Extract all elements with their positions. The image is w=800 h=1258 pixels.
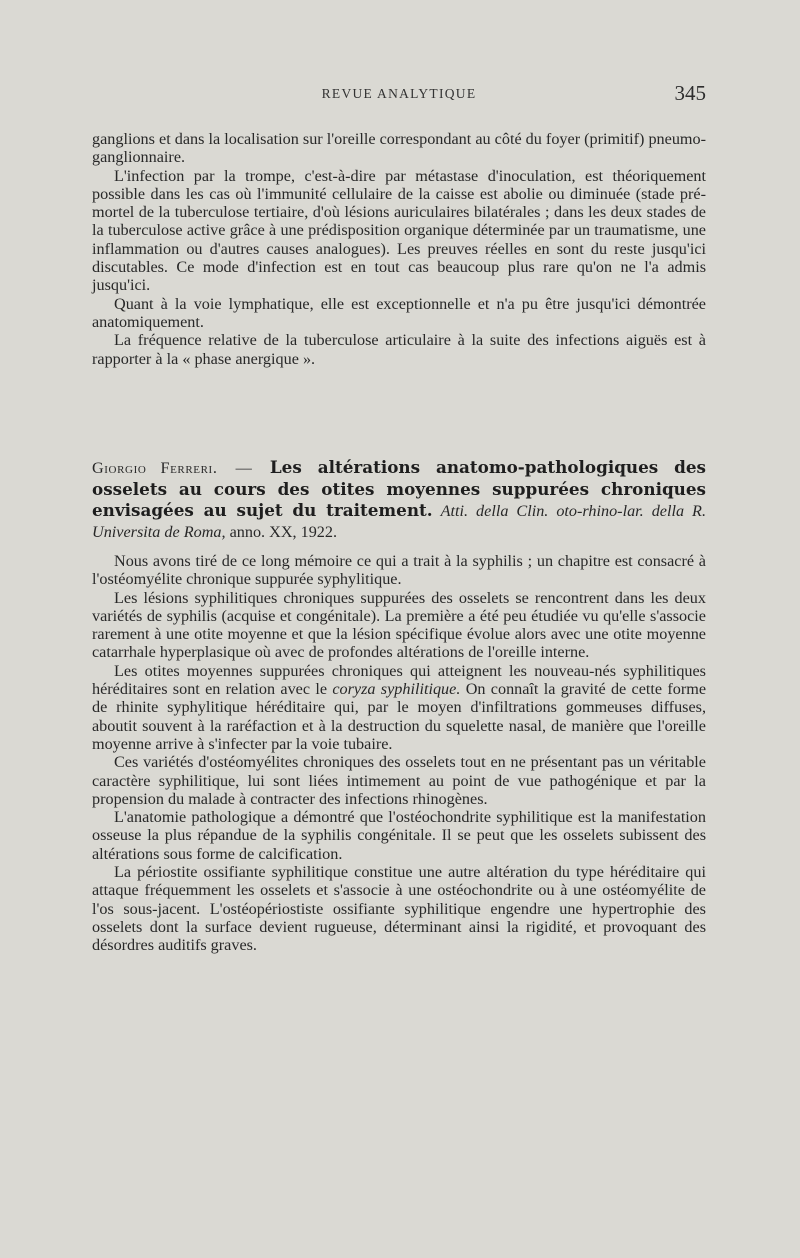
page-number: 345 [674, 81, 706, 105]
coryza-term: coryza syphilitique. [332, 680, 461, 699]
paragraph-articular-frequency: La fréquence relative de la tuberculose articulaire à la suite des infections aiguës est à rapporter à la « phase anergique ». [92, 331, 706, 368]
paragraph-lymphatic-route: Quant à la voie lymphatique, elle est exceptionnelle et n'a pu être jusqu'ici démontrée anatomiquement. [92, 294, 706, 331]
author-last-name: Ferreri. [160, 459, 218, 477]
heading-dash: — [235, 459, 252, 477]
paragraph-periostitis: La périostite ossifiante syphilitique constitue une autre altération du type héréditaire qui attaque fréquemment les osselets et s'associe à une ostéochondrite ou à une ostéomyélite de l'os sous-jacent. L'ostéopériostiste ossifiante syphilitique engendre une hypertrophie des osselets dont la surface devient rugueuse, déterminant ainsi la rigidité, et provoquant des désordres auditifs graves. [92, 863, 706, 955]
running-title: REVUE ANALYTIQUE [321, 86, 477, 101]
paragraph-tubal-infection: L'infection par la trompe, c'est-à-dire par métastase d'inoculation, est théoriquement possible dans les cas où l'immunité cellulaire de la caisse est abolie ou diminuée (stade pré-mortel de la tuberculose tertiaire, d'où lésions auriculaires bilatérales ; dans les deux stades de la tuberculose active grâce à une prédisposition organique déterminée par un traumatisme, une inflammation ou d'autres causes analogues). Les preuves réelles en sont du reste jusqu'ici discutables. Ce mode d'infection est en tout cas beaucoup plus rare qu'on ne l'a admis jusqu'ici. [92, 166, 706, 295]
running-head [92, 80, 706, 106]
article-heading [92, 457, 706, 542]
paragraph-osteomyelitis: Ces variétés d'ostéomyélites chroniques des osselets tout en ne présentant pas un véritable caractère syphilitique, lui sont liées intimement au point de vue pathogénique et par la propension du malade à contracter des infections rhinogènes. [92, 753, 706, 808]
paragraph-syphilitic-lesions: Les lésions syphilitiques chroniques suppurées des osselets se rencontrent dans les deux variétés de syphilis (acquise et congénitale). La première a été peu étudiée vu qu'elle s'associe rarement à une otite moyenne et que la lésion spécifique évolue alors avec une otite moyenne catarrhale hyperplasique où avec de profondes altérations de l'oreille interne. [92, 588, 706, 662]
author-first-name: Giorgio [92, 459, 147, 477]
section-tuberculosis-continuation [92, 130, 706, 368]
journal-volume: anno. XX, 1922. [229, 522, 338, 541]
section-article-body [92, 552, 706, 955]
article-title: Les altérations anatomo-pathologiques des osselets au cours des otites moyennes suppurées chroniques envisagées au sujet du traitement. [92, 457, 707, 520]
paragraph-continuation: ganglions et dans la localisation sur l'oreille correspondant au côté du foyer (primitif) pneumo-ganglionnaire. [92, 130, 706, 167]
paragraph-newborn-text-end: On connaît la gravité de cette forme de rhinite syphylitique héréditaire qui, par le moyen d'infiltrations gommeuses diffuses, aboutit souvent à la raréfaction et à la destruction du squelette nasal, de manière que l'oreille moyenne arrive à s'infecter par la voie tubaire. [92, 680, 707, 753]
paragraph-pathological-anatomy: L'anatomie pathologique a démontré que l'ostéochondrite syphilitique est la manifestation osseuse la plus répandue de la syphilis congénitale. Il se peut que les osselets subissent des altérations sous forme de calcification. [92, 808, 706, 863]
paragraph-newborn-text-start: Les otites moyennes suppurées chroniques qui atteignent les nouveau-nés syphilitiques héréditaires sont en relation avec le [92, 661, 706, 699]
journal-reference: Atti. della Clin. oto-rhino-lar. della R. Universita de Roma, [92, 502, 706, 541]
paragraph-intro: Nous avons tiré de ce long mémoire ce qui a trait à la syphilis ; un chapitre est consacré à l'ostéomyélite chronique suppurée syphylitique. [92, 552, 706, 589]
paragraph-newborn-otitis [92, 662, 706, 753]
